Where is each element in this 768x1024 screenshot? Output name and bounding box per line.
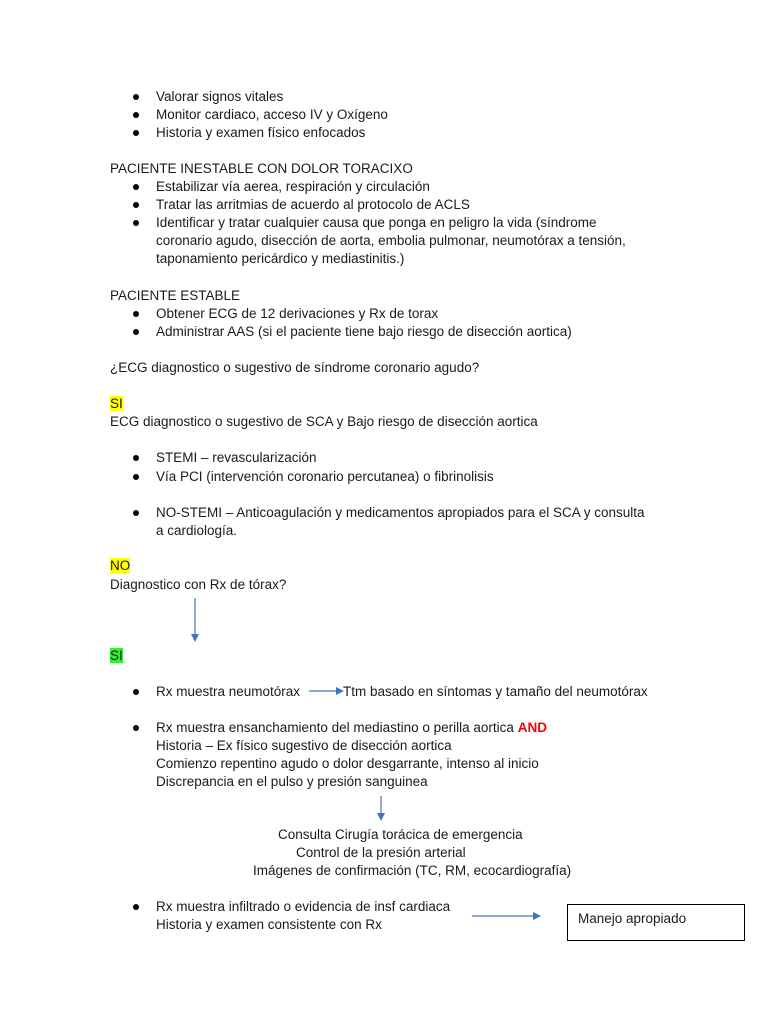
no-label-text: NO — [110, 558, 131, 573]
management-box-label: Manejo apropiado — [578, 911, 687, 926]
dissection-first-line: Rx muestra ensanchamiento del mediastino o perilla aortica — [156, 720, 514, 735]
list-item: STEMI – revascularización — [156, 450, 317, 465]
action-imaging: Imágenes de confirmación (TC, RM, ecocardiografía) — [253, 863, 572, 878]
list-item: Valorar signos vitales — [156, 89, 284, 104]
list-item-line: Identificar y tratar cualquier causa que ponga en peligro la vida (síndrome — [156, 215, 597, 230]
list-item-line — [156, 719, 547, 737]
si1-description: ECG diagnostico o sugestivo de SCA y Bajo riesgo de disección aortica — [110, 414, 538, 429]
list-item: Tratar las arritmias de acuerdo al protocolo de ACLS — [156, 197, 470, 212]
list-item: Vía PCI (intervención coronario percutanea) o fibrinolisis — [156, 469, 494, 484]
right-arrow-icon — [309, 686, 345, 696]
section-heading-stable: PACIENTE ESTABLE — [110, 288, 241, 303]
right-arrow-icon — [472, 911, 544, 921]
list-item-line: taponamiento pericárdico y mediastinitis.) — [156, 251, 405, 266]
bullet — [133, 455, 139, 461]
list-item-line: Rx muestra infiltrado o evidencia de insf cardiaca — [156, 899, 451, 914]
list-item-line: Historia – Ex físico sugestivo de disección aortica — [156, 738, 452, 753]
action-surgery-consult: Consulta Cirugía torácica de emergencia — [278, 827, 523, 842]
list-item: Monitor cardiaco, acceso IV y Oxígeno — [156, 107, 388, 122]
bullet — [133, 904, 139, 910]
yes-label-2-text: SI — [110, 648, 123, 663]
down-arrow-icon — [376, 796, 386, 822]
down-arrow-icon — [190, 598, 200, 643]
bullet — [133, 689, 139, 695]
bullet — [133, 220, 139, 226]
bullet — [133, 112, 139, 118]
list-item-line: Historia y examen consistente con Rx — [156, 917, 382, 932]
list-item-line: coronario agudo, disección de aorta, embolia pulmonar, neumotórax a tensión, — [156, 233, 626, 248]
management-box — [567, 904, 745, 941]
bullet — [133, 184, 139, 190]
list-item: Historia y examen físico enfocados — [156, 125, 366, 140]
bullet — [133, 474, 139, 480]
xray-question: Diagnostico con Rx de tórax? — [110, 577, 287, 592]
list-item: Administrar AAS (si el paciente tiene bajo riesgo de disección aortica) — [156, 324, 572, 339]
yes-label — [110, 395, 123, 413]
bullet — [133, 130, 139, 136]
list-item-line: a cardiología. — [156, 523, 238, 538]
list-item: Rx muestra neumotórax — [156, 684, 301, 699]
bullet — [133, 725, 139, 731]
and-keyword: AND — [517, 720, 547, 735]
section-heading-unstable: PACIENTE INESTABLE CON DOLOR TORACIXO — [110, 161, 413, 176]
action-bp-control: Control de la presión arterial — [296, 845, 466, 860]
yes-label-2 — [110, 647, 123, 665]
pneumothorax-treatment: Ttm basado en síntomas y tamaño del neumotórax — [343, 684, 648, 699]
list-item: Obtener ECG de 12 derivaciones y Rx de torax — [156, 306, 439, 321]
list-item-line: Comienzo repentino agudo o dolor desgarrante, intenso al inicio — [156, 756, 539, 771]
bullet — [133, 311, 139, 317]
bullet — [133, 202, 139, 208]
bullet — [133, 329, 139, 335]
no-label — [110, 557, 130, 575]
ecg-question: ¿ECG diagnostico o sugestivo de síndrome coronario agudo? — [110, 360, 480, 375]
list-item-line: Discrepancia en el pulso y presión sanguinea — [156, 774, 428, 789]
bullet — [133, 510, 139, 516]
yes-label-text: SI — [110, 396, 123, 411]
list-item-line: NO-STEMI – Anticoagulación y medicamentos apropiados para el SCA y consulta — [156, 505, 645, 520]
list-item: Estabilizar vía aerea, respiración y circulación — [156, 179, 430, 194]
bullet — [133, 94, 139, 100]
